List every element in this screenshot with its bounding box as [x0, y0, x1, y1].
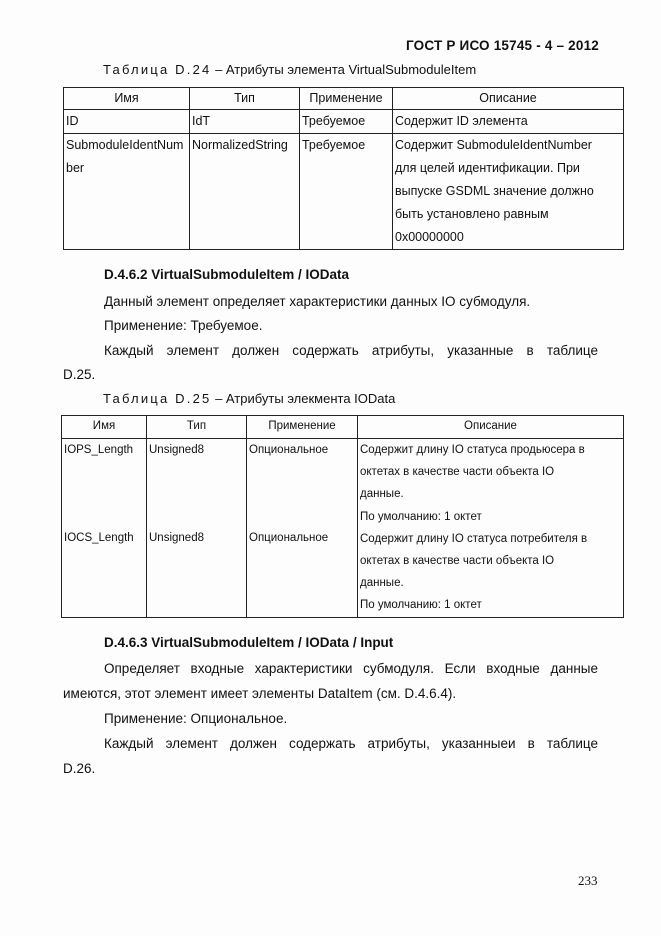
cell-line: IOCS_Length [64, 532, 134, 545]
spacer [149, 505, 244, 527]
table-row [64, 134, 624, 250]
paragraph-line: D.26. [63, 761, 96, 776]
table-d24 [63, 87, 624, 250]
cell-name [64, 110, 190, 134]
column-header-type: Тип [147, 416, 247, 439]
cell-line: По умолчанию: 1 октет [360, 510, 482, 523]
paragraph: Данный элемент определяет характеристики данных IO субмодуля. [104, 294, 531, 309]
paragraph-line: Каждый элемент должен содержать атрибуты, указанные в таблице [104, 343, 598, 358]
cell-line: октетах в качестве части объекта IO [360, 555, 555, 568]
cell-usage [300, 110, 393, 134]
cell-type [190, 134, 300, 250]
column-header-usage: Применение [300, 88, 393, 110]
cell-line: Требуемое [302, 138, 366, 152]
column-header-description: Описание [358, 416, 624, 439]
cell-usage [247, 439, 358, 618]
cell-line: для целей идентификации. При [395, 161, 580, 175]
paragraph-line: D.25. [63, 367, 96, 382]
cell-line: октетах в качестве части объекта IO [360, 466, 555, 479]
paragraph: Применение: Требуемое. [104, 318, 263, 333]
paragraph-line: имеются, этот элемент имеет элементы DataItem (см. D.4.6.4). [63, 686, 457, 701]
cell-name [64, 134, 190, 250]
cell-line: Опциональное [249, 532, 329, 545]
table-d24-caption-prefix: Таблица D.24 [103, 62, 212, 77]
cell-line: ID [66, 114, 79, 128]
paragraph: Применение: Опциональное. [104, 711, 288, 726]
column-header-name: Имя [64, 88, 190, 110]
spacer [64, 505, 144, 527]
cell-line: SubmoduleIdentNum [66, 138, 184, 152]
cell-line: 0x00000000 [395, 230, 464, 244]
cell-line: ber [66, 161, 85, 175]
cell-line: данные. [360, 488, 404, 501]
table-header-row [62, 416, 624, 439]
section-heading-d462: D.4.6.2 VirtualSubmoduleItem / IOData [104, 267, 350, 282]
cell-line: Требуемое [302, 114, 366, 128]
spacer [64, 483, 144, 505]
table-header-row [64, 88, 624, 110]
table-d24-caption-text: – Атрибуты элемента VirtualSubmoduleItem [215, 62, 477, 77]
cell-line: выпуске GSDML значение должно [395, 184, 594, 198]
paragraph-line: Определяет входные характеристики субмодуля. Если входные данные [104, 661, 598, 676]
spacer [249, 461, 355, 483]
cell-usage [300, 134, 393, 250]
spacer [149, 461, 244, 483]
cell-description [393, 110, 624, 134]
table-d25-caption-prefix: Таблица D.25 [103, 391, 212, 406]
cell-line: быть установлено равным [395, 207, 549, 221]
cell-type [190, 110, 300, 134]
page-number: 233 [578, 873, 598, 888]
column-header-usage: Применение [247, 416, 358, 439]
cell-line: Содержит длину IO статуса продьюсера в [360, 444, 585, 456]
cell-line: NormalizedString [192, 138, 288, 152]
spacer [64, 461, 144, 483]
column-header-type: Тип [190, 88, 300, 110]
cell-line: Содержит ID элемента [395, 114, 528, 128]
table-d25-caption-text: – Атрибуты элекмента IOData [215, 391, 396, 406]
column-header-description: Описание [393, 88, 624, 110]
table-d25 [61, 415, 624, 618]
cell-line: данные. [360, 577, 404, 590]
cell-line: Опциональное [249, 444, 329, 456]
cell-line: Содержит SubmoduleIdentNumber [395, 138, 592, 152]
table-d24-caption [103, 62, 476, 77]
cell-line: Unsigned8 [149, 444, 204, 456]
spacer [149, 483, 244, 505]
column-header-name: Имя [62, 416, 147, 439]
standard-header: ГОСТ Р ИСО 15745 - 4 – 2012 [406, 38, 599, 53]
cell-line: Unsigned8 [149, 532, 204, 545]
spacer [249, 483, 355, 505]
cell-line: По умолчанию: 1 октет [360, 599, 482, 612]
cell-name [62, 439, 147, 618]
cell-description [358, 439, 624, 618]
cell-line: IdT [192, 114, 211, 128]
table-d25-caption [103, 391, 395, 406]
cell-line: IOPS_Length [64, 444, 134, 456]
cell-description [393, 134, 624, 250]
spacer [249, 505, 355, 527]
paragraph-line: Каждый элемент должен содержать атрибуты, указанныеи в таблице [104, 736, 598, 751]
table-row [64, 110, 624, 134]
table-row [62, 439, 624, 618]
cell-line: Содержит длину IO статуса потребителя в [360, 532, 588, 545]
cell-type [147, 439, 247, 618]
section-heading-d463: D.4.6.3 VirtualSubmoduleItem / IOData / Input [104, 635, 394, 650]
